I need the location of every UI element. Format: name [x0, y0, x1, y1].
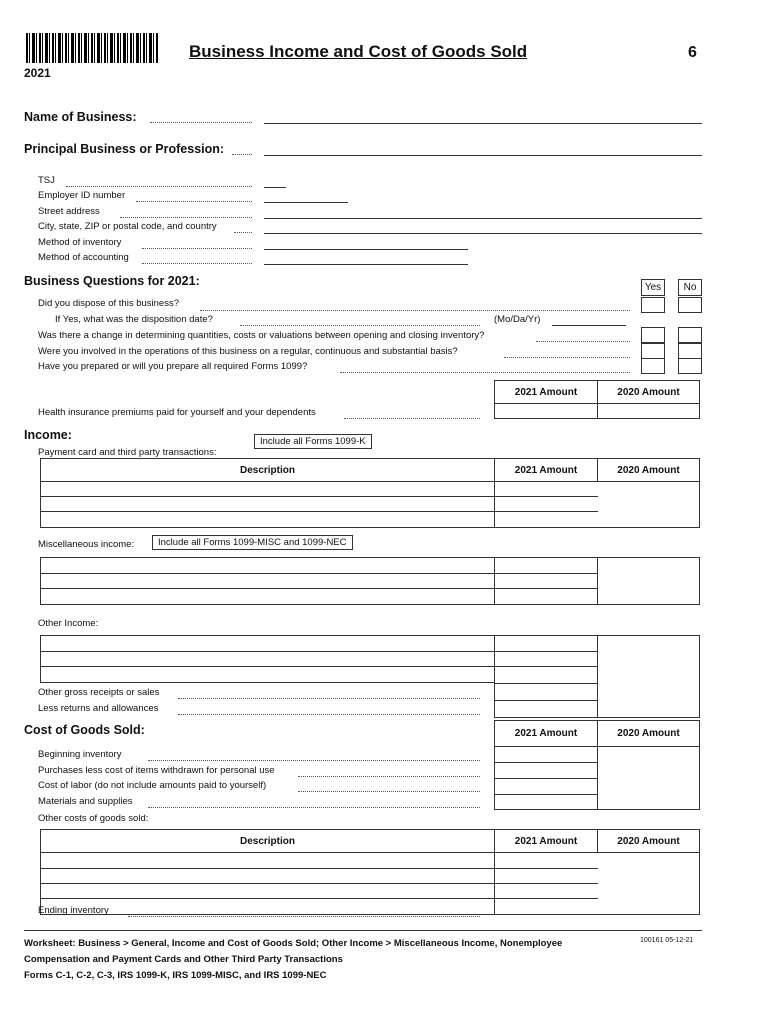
accounting-method-label: Method of accounting — [38, 252, 129, 263]
question-forms-1099: Have you prepared or will you prepare all required Forms 1099? — [38, 361, 308, 372]
dot-leader — [200, 310, 630, 311]
other-costs-2021-header: 2021 Amount — [494, 829, 598, 853]
table-row — [494, 778, 598, 779]
dot-leader — [234, 232, 252, 233]
table-row — [40, 883, 598, 884]
table-row — [494, 762, 598, 763]
dot-leader — [148, 807, 480, 808]
disposition-date-field[interactable] — [552, 325, 626, 326]
column-divider — [597, 557, 598, 605]
name-of-business-field[interactable] — [264, 123, 702, 124]
labor-label: Cost of labor (do not include amounts paid to yourself) — [38, 780, 267, 791]
business-questions-heading: Business Questions for 2021: — [24, 274, 200, 288]
misc-income-table — [40, 557, 700, 605]
other-income-2020-column — [597, 635, 700, 718]
dispose-yes-checkbox[interactable] — [641, 297, 665, 313]
dot-leader — [66, 186, 252, 187]
tsj-label: TSJ — [38, 175, 55, 186]
column-divider — [494, 852, 495, 915]
note-misc: Include all Forms 1099-MISC and 1099-NEC — [152, 535, 353, 550]
dot-leader — [128, 916, 480, 917]
dot-leader — [340, 372, 630, 373]
table-row — [40, 898, 598, 899]
dot-leader — [232, 154, 252, 155]
dot-leader — [142, 263, 252, 264]
dispose-no-checkbox[interactable] — [678, 297, 702, 313]
other-costs-2020-header: 2020 Amount — [597, 829, 700, 853]
purchases-label: Purchases less cost of items withdrawn for personal use — [38, 765, 275, 776]
misc-income-label: Miscellaneous income: — [38, 539, 135, 550]
form-year: 2021 — [24, 66, 51, 80]
involved-yes-checkbox[interactable] — [641, 343, 665, 359]
table-row — [40, 573, 598, 574]
table-row — [494, 666, 598, 667]
payment-card-description-header: Description — [239, 464, 295, 476]
no-header: No — [678, 279, 702, 296]
street-field[interactable] — [264, 218, 702, 219]
involved-no-checkbox[interactable] — [678, 343, 702, 359]
returns-label: Less returns and allowances — [38, 703, 159, 714]
note-1099k: Include all Forms 1099-K — [254, 434, 372, 449]
table-row — [494, 794, 598, 795]
other-income-table — [40, 635, 495, 683]
column-divider — [494, 557, 495, 605]
table-row — [40, 511, 598, 512]
accounting-method-field[interactable] — [264, 264, 468, 265]
dot-leader — [298, 776, 480, 777]
dot-leader — [150, 122, 252, 123]
header-2021-amount: 2021 Amount — [494, 380, 598, 404]
beginning-inventory-label: Beginning inventory — [38, 749, 122, 760]
city-field[interactable] — [264, 233, 702, 234]
table-row — [494, 651, 598, 652]
other-costs-label: Other costs of goods sold: — [38, 813, 149, 824]
footer-divider — [24, 930, 702, 931]
forms-1099-yes-checkbox[interactable] — [641, 358, 665, 374]
payment-card-2020-header: 2020 Amount — [597, 458, 700, 482]
income-heading: Income: — [24, 428, 72, 442]
footer-line-3: Forms C-1, C-2, C-3, IRS 1099-K, IRS 1099-MISC, and IRS 1099-NEC — [24, 970, 327, 981]
table-row — [40, 651, 495, 652]
dot-leader — [178, 698, 480, 699]
dot-leader — [240, 325, 480, 326]
table-row — [494, 700, 598, 701]
form-code: 100161 05-12-21 — [640, 937, 694, 944]
other-costs-description-header: Description — [239, 835, 295, 847]
question-inventory-change: Was there a change in determining quantities, costs or valuations between opening and closing inventory? — [38, 330, 485, 341]
materials-label: Materials and supplies — [38, 796, 133, 807]
dot-leader — [344, 418, 480, 419]
dot-leader — [120, 217, 252, 218]
inventory-change-yes-checkbox[interactable] — [641, 327, 665, 343]
dot-leader — [536, 341, 630, 342]
table-row — [40, 588, 598, 589]
health-2021-field[interactable] — [494, 403, 598, 419]
footer-line-1: Worksheet: Business > General, Income and Cost of Goods Sold; Other Income > Miscellaneous Income, Nonemployee — [24, 938, 563, 949]
date-format-label: (Mo/Da/Yr) — [494, 314, 541, 325]
inventory-change-no-checkbox[interactable] — [678, 327, 702, 343]
employer-id-label: Employer ID number — [38, 190, 126, 201]
table-row — [40, 868, 598, 869]
dot-leader — [142, 248, 252, 249]
tsj-field[interactable] — [264, 187, 286, 188]
cogs-2021-header: 2021 Amount — [494, 720, 598, 747]
cogs-2020-column — [597, 746, 700, 810]
table-row — [40, 666, 495, 667]
payment-card-2021-header: 2021 Amount — [494, 458, 598, 482]
table-row — [40, 852, 495, 853]
inventory-method-label: Method of inventory — [38, 237, 122, 248]
dot-leader — [298, 791, 480, 792]
footer-line-2: Compensation and Payment Cards and Other Third Party Transactions — [24, 954, 343, 965]
city-label: City, state, ZIP or postal code, and country — [38, 221, 217, 232]
dot-leader — [136, 201, 252, 202]
cogs-2020-header: 2020 Amount — [597, 720, 700, 747]
health-2020-field[interactable] — [597, 403, 700, 419]
question-involved: Were you involved in the operations of this business on a regular, continuous and substantial basis? — [38, 346, 458, 357]
form-number: 6 — [688, 44, 697, 61]
payment-card-label: Payment card and third party transactions: — [38, 447, 217, 458]
table-row — [40, 481, 495, 482]
table-row — [494, 683, 598, 684]
name-of-business-label: Name of Business: — [24, 110, 137, 124]
forms-1099-no-checkbox[interactable] — [678, 358, 702, 374]
dot-leader — [148, 760, 480, 761]
cogs-heading: Cost of Goods Sold: — [24, 723, 145, 737]
yes-header: Yes — [641, 279, 665, 296]
dot-leader — [178, 714, 480, 715]
header-2020-amount: 2020 Amount — [597, 380, 700, 404]
table-row — [40, 496, 598, 497]
dot-leader — [504, 357, 630, 358]
health-insurance-label: Health insurance premiums paid for yourself and your dependents — [38, 407, 316, 418]
ending-inventory-label: Ending inventory — [38, 905, 109, 916]
principal-business-label: Principal Business or Profession: — [24, 142, 225, 156]
question-dispose: Did you dispose of this business? — [38, 298, 179, 309]
form-title: Business Income and Cost of Goods Sold — [189, 42, 528, 61]
employer-id-field[interactable] — [264, 202, 348, 203]
barcode — [26, 33, 158, 63]
footer-text — [24, 936, 624, 984]
inventory-method-field[interactable] — [264, 249, 468, 250]
other-income-label: Other Income: — [38, 618, 99, 629]
principal-business-field[interactable] — [264, 155, 702, 156]
column-divider — [494, 481, 495, 528]
gross-receipts-label: Other gross receipts or sales — [38, 687, 160, 698]
street-label: Street address — [38, 206, 100, 217]
question-disposition-date: If Yes, what was the disposition date? — [55, 314, 213, 325]
other-income-2021-column — [494, 635, 598, 718]
